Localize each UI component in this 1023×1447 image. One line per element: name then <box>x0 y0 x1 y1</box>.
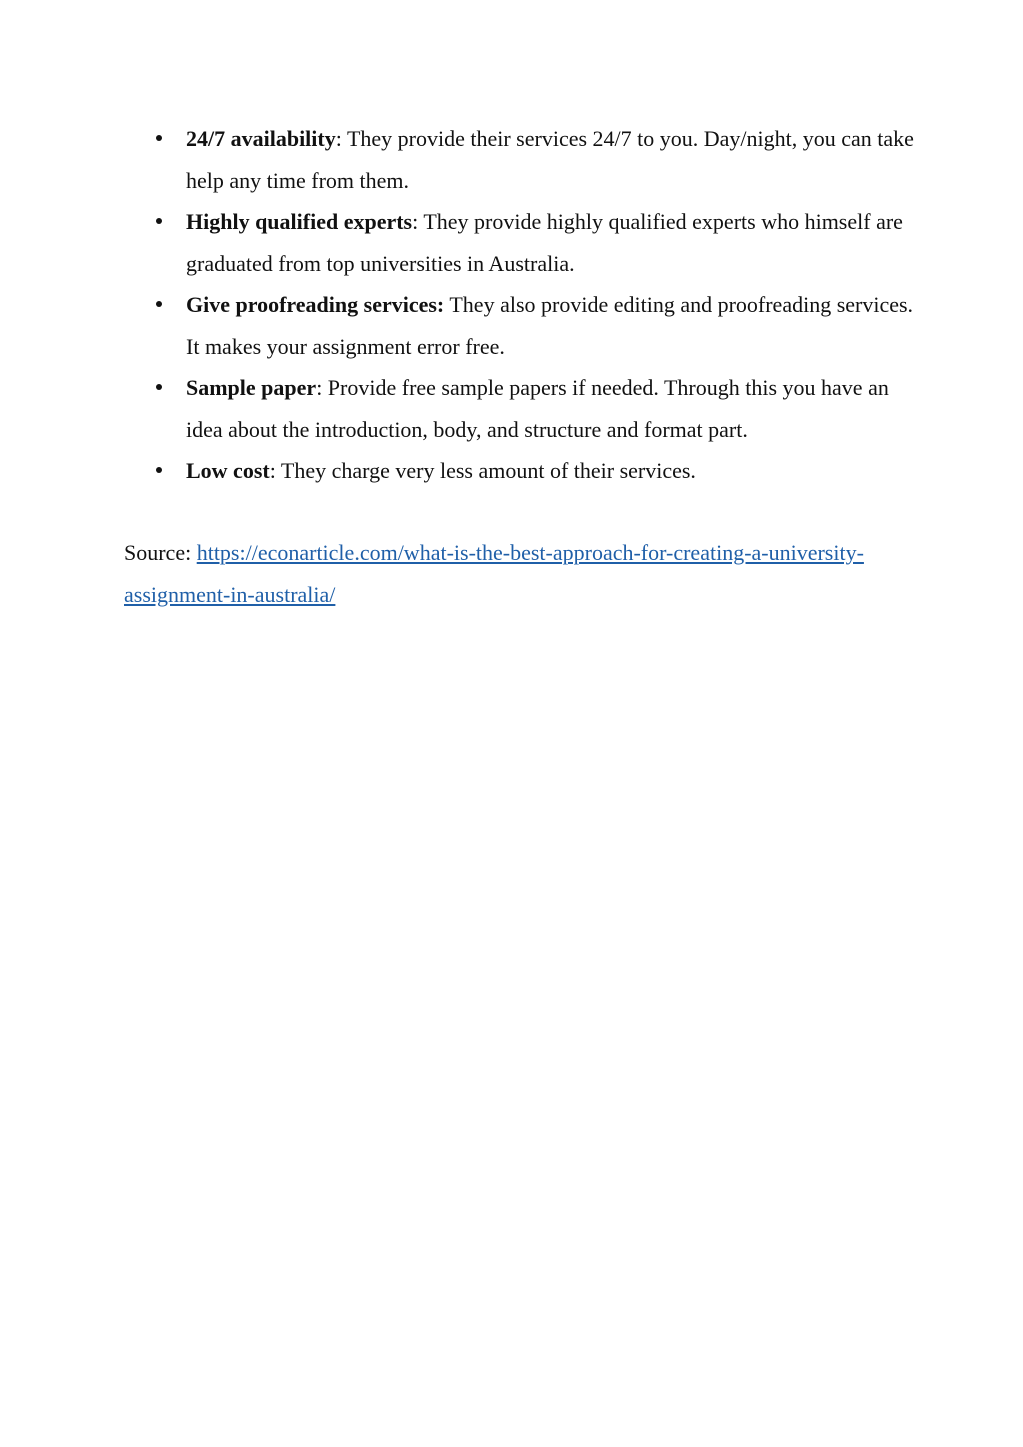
source-link[interactable]: https://econarticle.com/what-is-the-best-approach-for-creating-a-university-assignment-in-australia/ <box>124 540 864 607</box>
bullet-dot-icon <box>156 467 162 473</box>
bullet-term: 24/7 availability <box>186 126 336 151</box>
bullet-dot-icon <box>156 218 162 224</box>
bullet-dot-icon <box>156 135 162 141</box>
bullet-term: Sample paper <box>186 375 317 400</box>
bullet-dot-icon <box>156 384 162 390</box>
bullet-text: They also provide editing and proofreading services. It makes your assignment error free. <box>186 292 914 359</box>
bullet-item-availability <box>186 118 916 201</box>
bullet-item-proofreading <box>186 284 916 367</box>
bullet-text: : They provide highly qualified experts who himself are graduated from top universities in Australia. <box>186 209 903 276</box>
bullet-text: : Provide free sample papers if needed. Through this you have an idea about the introduction, body, and structure and format part. <box>186 375 889 442</box>
bullet-item-low-cost <box>186 450 916 492</box>
bullet-dot-icon <box>156 301 162 307</box>
bullet-term: Give proofreading services: <box>186 292 445 317</box>
source-line <box>124 532 904 615</box>
source-label: Source: <box>124 540 197 565</box>
bullet-item-sample-paper <box>186 367 916 450</box>
bullet-item-experts <box>186 201 916 284</box>
feature-bullet-list <box>186 118 916 492</box>
bullet-text: : They provide their services 24/7 to you. Day/night, you can take help any time from them. <box>186 126 914 193</box>
bullet-text: : They charge very less amount of their services. <box>269 458 696 483</box>
bullet-term: Low cost <box>186 458 270 483</box>
bullet-term: Highly qualified experts <box>186 209 413 234</box>
